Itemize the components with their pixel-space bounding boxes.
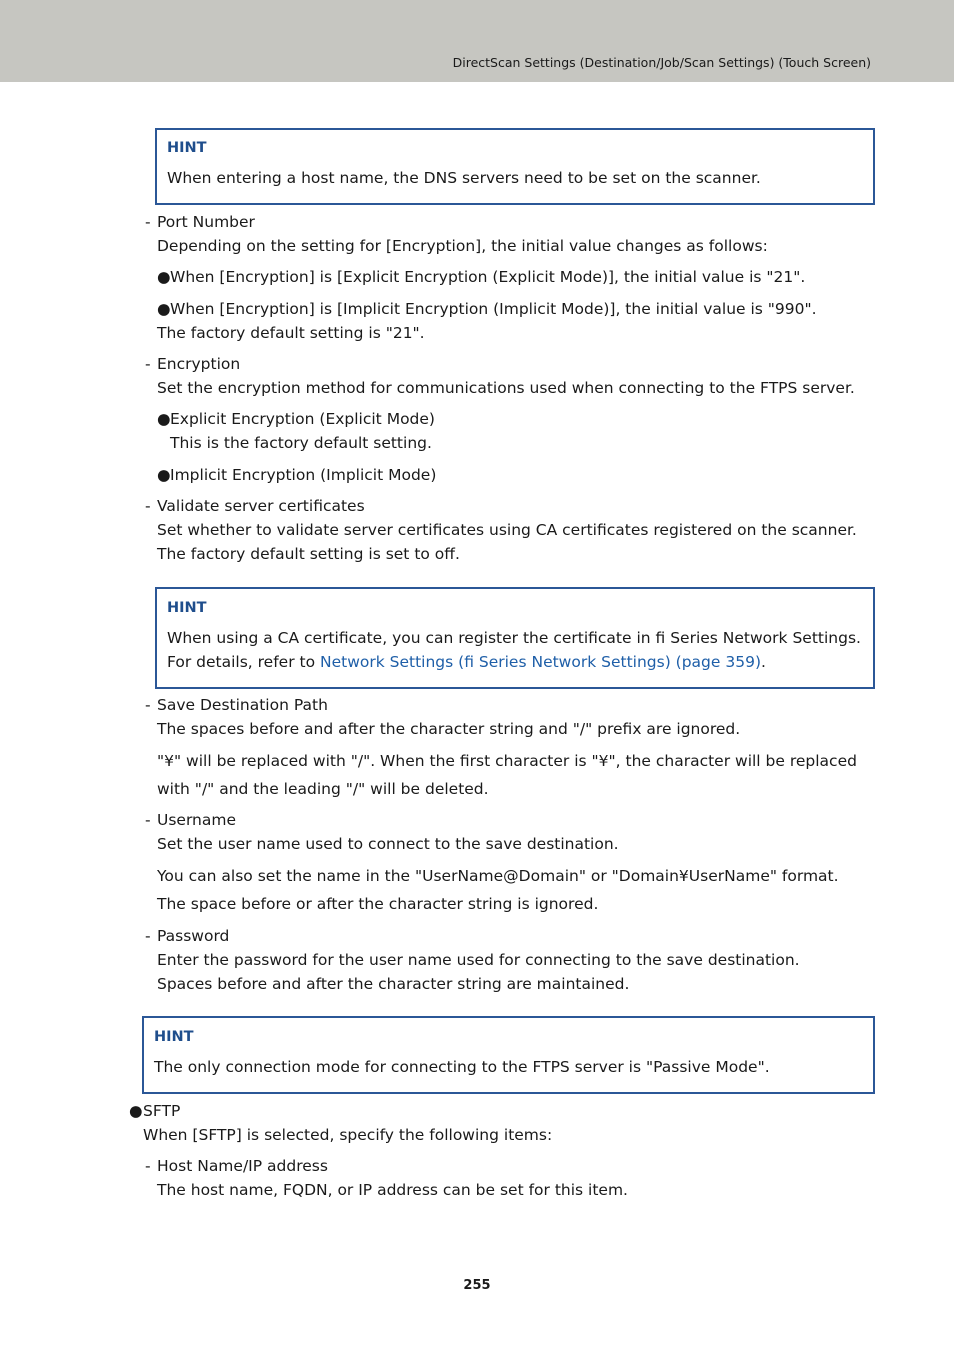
dash-marker: - [145,927,151,945]
hint-reference [167,652,766,672]
save-path-line-2: "¥" will be replaced with "/". When the first character is "¥", the character will be replaced [157,752,857,770]
encryption-bullet-1: Explicit Encryption (Explicit Mode) [170,410,435,428]
dash-marker: - [145,497,151,515]
hint-label: HINT [154,1029,194,1045]
dash-marker: - [145,213,151,231]
page-number: 255 [463,1278,491,1293]
bullet-marker: ● [129,1102,143,1120]
encryption-bullet-2: Implicit Encryption (Implicit Mode) [170,466,437,484]
hint-label: HINT [167,600,207,616]
validate-title: Validate server certificates [157,497,365,515]
encryption-title: Encryption [157,355,241,373]
port-number-bullet-2: When [Encryption] is [Implicit Encryption (Implicit Mode)], the initial value is "990". [170,300,817,318]
port-number-default: The factory default setting is "21". [157,324,425,342]
hint-box [142,1016,875,1094]
header-title: DirectScan Settings (Destination/Job/Scan Settings) (Touch Screen) [452,55,871,70]
save-path-title: Save Destination Path [157,696,328,714]
hint-box [155,128,875,205]
username-desc: Set the user name used to connect to the save destination. [157,835,619,853]
save-path-line-3: with "/" and the leading "/" will be deleted. [157,780,489,798]
password-title: Password [157,927,230,945]
hint-label: HINT [167,140,207,156]
hint-text: When using a CA certificate, you can register the certificate in fi Series Network Settings. [167,629,861,647]
sftp-desc: When [SFTP] is selected, specify the following items: [143,1126,553,1144]
username-title: Username [157,811,237,829]
bullet-marker: ● [157,466,171,484]
username-line-2: You can also set the name in the "UserName@Domain" or "Domain¥UserName" format. [157,867,839,885]
validate-default: The factory default setting is set to off. [157,545,460,563]
username-line-3: The space before or after the character string is ignored. [157,895,599,913]
dash-marker: - [145,696,151,714]
validate-desc: Set whether to validate server certificates using CA certificates registered on the scanner. [157,521,857,539]
dash-marker: - [145,811,151,829]
password-line-2: Spaces before and after the character string are maintained. [157,975,630,993]
encryption-bullet-1-note: This is the factory default setting. [170,434,432,452]
password-desc: Enter the password for the user name used for connecting to the save destination. [157,951,800,969]
port-number-title: Port Number [157,213,255,231]
hint-box [155,587,875,689]
hint-reference-prefix: For details, refer to [167,653,320,671]
hint-text: The only connection mode for connecting to the FTPS server is "Passive Mode". [154,1058,770,1076]
save-path-desc: The spaces before and after the character string and "/" prefix are ignored. [157,720,741,738]
network-settings-link[interactable]: Network Settings (fi Series Network Settings) (page 359) [320,653,761,671]
dash-marker: - [145,355,151,373]
encryption-desc: Set the encryption method for communications used when connecting to the FTPS server. [157,379,855,397]
port-number-bullet-1: When [Encryption] is [Explicit Encryption (Explicit Mode)], the initial value is "21". [170,268,806,286]
sftp-title: SFTP [143,1102,181,1120]
sftp-host-desc: The host name, FQDN, or IP address can be set for this item. [157,1181,628,1199]
hint-text: When entering a host name, the DNS servers need to be set on the scanner. [167,169,761,187]
bullet-marker: ● [157,410,171,428]
sftp-host-title: Host Name/IP address [157,1157,328,1175]
port-number-desc: Depending on the setting for [Encryption], the initial value changes as follows: [157,237,768,255]
bullet-marker: ● [157,268,171,286]
hint-reference-suffix: . [761,653,766,671]
header-band [0,0,954,82]
bullet-marker: ● [157,300,171,318]
dash-marker: - [145,1157,151,1175]
